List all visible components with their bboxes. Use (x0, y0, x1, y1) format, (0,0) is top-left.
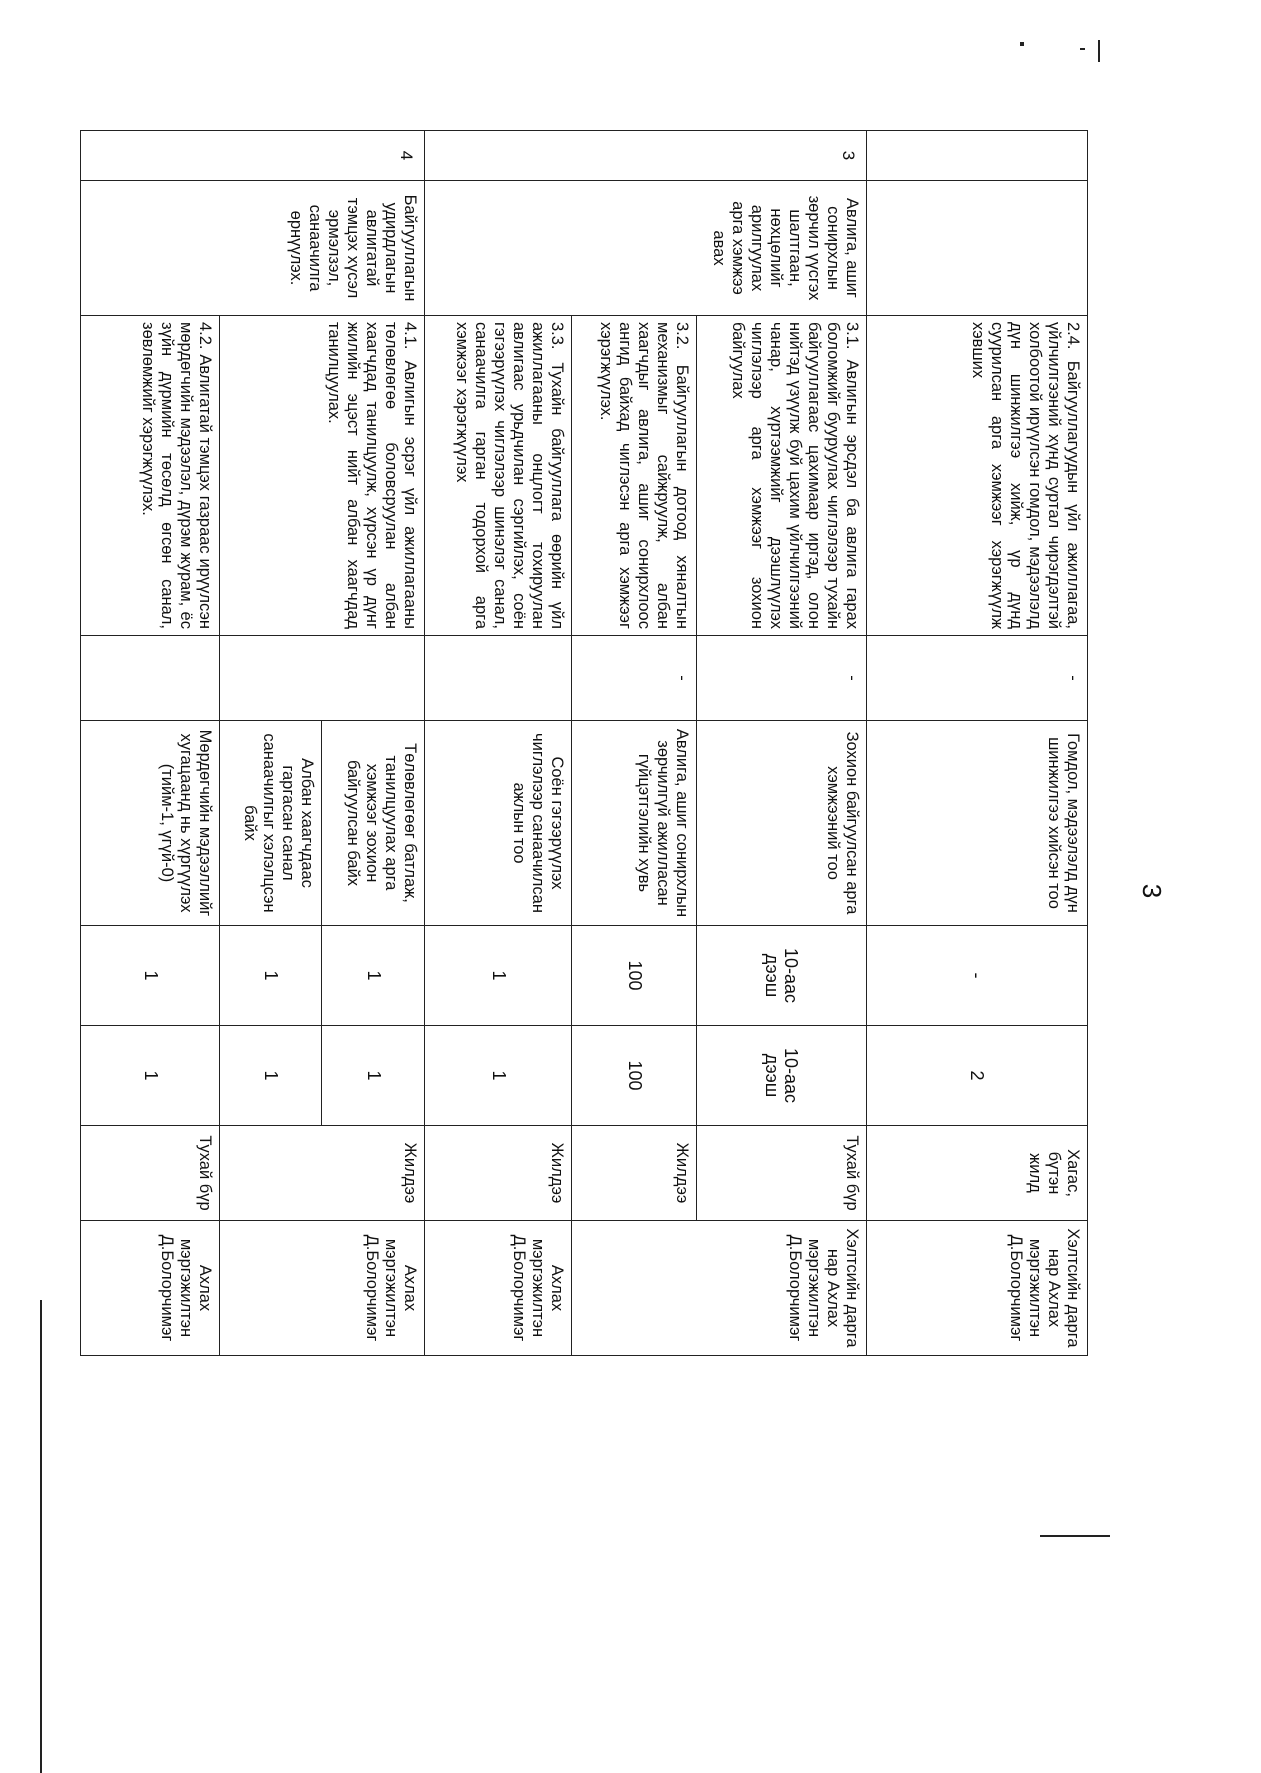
scan-mark (1080, 48, 1085, 50)
row-number (866, 131, 1087, 181)
responsible-cell: Хэлтсийн дарга нар Ахлах мэргэжилтэн Д.Болорчимэг (572, 1221, 866, 1356)
baseline-cell: - (866, 636, 1087, 721)
baseline-cell: - (696, 636, 866, 721)
action-plan-table (80, 130, 1088, 1356)
target-cell: 1 (424, 1026, 571, 1126)
page-number: 3 (1137, 883, 1168, 899)
table-row (866, 131, 1087, 1356)
target-cell: 2 (866, 1026, 1087, 1126)
time-cell: Жилдээ (220, 1126, 425, 1221)
indicator-cell: Зохион байгуулсан арга хэмжээний тоо (696, 721, 866, 926)
time-cell: Жилдээ (424, 1126, 571, 1221)
target-cell: 100 (572, 1026, 697, 1126)
row-number: 4 (81, 131, 425, 181)
indicator-cell: Албан хаагчдаас гаргасан санал санаачилгыг хэлэлцсэн байх (220, 721, 322, 926)
target-cell: 1 (322, 1026, 424, 1126)
time-cell: Тухай бүр (81, 1126, 220, 1221)
responsible-cell: Ахлах мэргэжилтэн Д.Болорчимэг (81, 1221, 220, 1356)
rotated-table-frame (80, 130, 1261, 1348)
indicator-cell: Төлөвлөгөөг батлаж, танилцуулах арга хэмжээг зохион байгуулсан байх (322, 721, 424, 926)
activity-cell: 3.2. Байгууллагын дотоод хяналтын механизмыг сайжруулж, албан хаагчдыг авлига, ашиг сонирхлоос ангид байхад чиглэсэн арга хэмжээг хэрэгжүүлэх. (572, 316, 697, 636)
row-number: 3 (424, 131, 866, 181)
baseline-cell (424, 636, 571, 721)
activity-cell: 3.1. Авлигын эрсдэл ба авлига гарах боломжийг бууруулах чиглэлээр тухайн байгууллагаас цахимаар иргэд, олон нийтэд үзүүлж буй цахим үйлчилгээний чанар, хүртээмжийг дээшлүүлэх чиглэлээр арга хэмжээг зохион байгуулах (696, 316, 866, 636)
responsible-cell: Ахлах мэргэжилтэн Д.Болорчимэг (424, 1221, 571, 1356)
table-row (322, 131, 424, 1356)
target-cell: 1 (220, 1026, 322, 1126)
scan-mark (1040, 1535, 1110, 1537)
level-cell: 10-аас дээш (696, 926, 866, 1026)
target-cell: 10-аас дээш (696, 1026, 866, 1126)
scan-mark (1098, 40, 1100, 62)
objective-cell: Авлига, ашиг сонирхлын зөрчил үүсгэх шалтгаан, нөхцөлийг арилгуулах арга хэмжээ авах (424, 181, 866, 316)
activity-cell: 4.1. Авлигын эсрэг үйл ажиллагааны төлөвлөгөө боловсруулан албан хаагчдад танилцуулж, хүрсэн үр дүнг жилийн эцэст нийт албан хаагчдад танилцуулах. (220, 316, 425, 636)
level-cell: 100 (572, 926, 697, 1026)
objective-cell (866, 181, 1087, 316)
level-cell: 1 (81, 926, 220, 1026)
baseline-cell (220, 636, 425, 721)
baseline-cell (81, 636, 220, 721)
level-cell: 1 (424, 926, 571, 1026)
scan-mark (1020, 42, 1024, 46)
table-row (696, 131, 866, 1356)
level-cell: - (866, 926, 1087, 1026)
objective-cell: Байгууллагын удирдлагын авлигатай тэмцэх хүсэл эрмэлзэл, санаачилга өрнүүлэх. (81, 181, 425, 316)
indicator-cell: Соён гэгээрүүлэх чиглэлээр санаачилсан ажлын тоо (424, 721, 571, 926)
activity-cell: 4.2. Авлигатай тэмцэх газраас ирүүлсэн мөрдөгчийн мэдээлэл, дүрэм журам, ёс зүйн дүрмийн төсөлд өгсөн санал, зөвлөмжийг хэрэгжүүлэх. (81, 316, 220, 636)
level-cell: 1 (220, 926, 322, 1026)
activity-cell: 2.4. Байгууллагуудын үйл ажиллагаа, үйлчилгээний хүнд суртал чирэгдэлтэй холбоотой ирүүлсэн гомдол, мэдээлэлд дүн шинжилгээ хийж, үр дүнд суурилсан арга хэмжээг хэрэгжүүлж хэвших (866, 316, 1087, 636)
activity-cell: 3.3. Тухайн байгууллага өөрийн үйл ажиллагааны онцлогт тохируулан авлигаас урьдчилан сэргийлэх, соён гэгээрүүлэх чиглэлээр шинэлэг санал, санаачилга гарган тодорхой арга хэмжээг хэрэгжүүлэх (424, 316, 571, 636)
indicator-cell: Гомдол, мэдээлэлд дүн шинжилгээ хийсэн тоо (866, 721, 1087, 926)
time-cell: Тухай бүр (696, 1126, 866, 1221)
indicator-cell: Авлига, ашиг сонирхлын зөрчилгүй ажилласан гүйцэтгэлийн хувь (572, 721, 697, 926)
time-cell: Хагас, бүтэн жилд (866, 1126, 1087, 1221)
target-cell: 1 (81, 1026, 220, 1126)
responsible-cell: Ахлах мэргэжилтэн Д.Болорчимэг (220, 1221, 425, 1356)
level-cell: 1 (322, 926, 424, 1026)
time-cell: Жилдээ (572, 1126, 697, 1221)
scan-mark (40, 1300, 42, 1773)
responsible-cell: Хэлтсийн дарга нар Ахлах мэргэжилтэн Д.Болорчимэг (866, 1221, 1087, 1356)
indicator-cell: Мөрдөгчийн мэдээллийг хугацаанд нь хүргүүлэх (тийм-1, үгүй-0) (81, 721, 220, 926)
baseline-cell: - (572, 636, 697, 721)
